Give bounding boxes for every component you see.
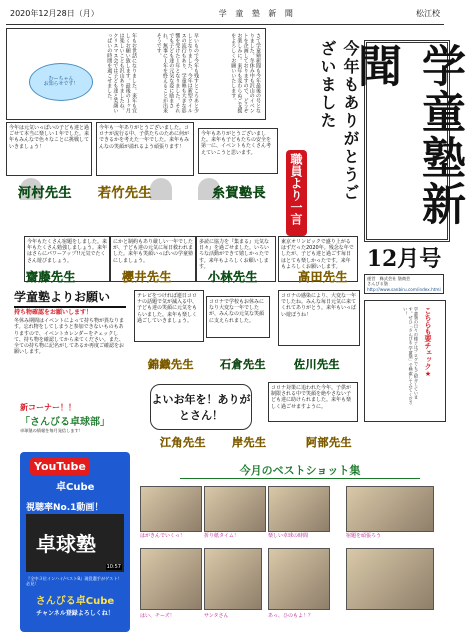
- staff-name-itoga: 糸賀塾長: [212, 186, 267, 201]
- staff-name-sakurai: 櫻井先生: [122, 270, 173, 284]
- staff-name-kawamura: 河村先生: [18, 186, 73, 201]
- staff-message-takata: 東京オリンピックで盛り上がるはずだった2020年。残念な年でしたが、子ども達と過ごす毎日はとても楽しかったです。来年もよろしくお願いします。: [278, 236, 358, 282]
- staff-message-kobayashi: 多読に協力を『集まる』元気な日々』を過ごせました。いろいろな活動ができて嬉しかったです。来年もよろしくお願いします。: [196, 236, 276, 282]
- video-title: 卓球塾: [36, 532, 96, 556]
- top-headline: 今年もありがとうございました: [318, 40, 360, 202]
- staff-name-sagawa: 佐川先生: [294, 358, 340, 371]
- corner-description: 卓球塾の情報を毎月発信します！: [20, 428, 83, 433]
- staff-headline: 職員より一言: [286, 150, 307, 236]
- corner-section: [20, 402, 130, 433]
- channel-sub: チャンネル登録よろしくね！: [36, 610, 114, 617]
- masthead-title: 学童塾新聞: [350, 43, 465, 227]
- avatar-wakatake: [150, 178, 172, 200]
- staff-name-kishi: 岸先生: [232, 436, 267, 449]
- best-shot-photo-3: [268, 486, 330, 532]
- staff-name-nishikori: 錦織先生: [148, 358, 194, 371]
- staff-message-saito: 今年もたくさん宿題をしました。来年もたくさん勉強しましょう。来年はさらにパワーアップ!!元気でたくさん遊びましょう。: [24, 236, 110, 282]
- best-shot-caption-3: 楽しい卓球の時間: [268, 533, 309, 539]
- best-shot-caption-1: はがきんでいくっ！: [140, 533, 185, 539]
- greeting-text: よいお年を！ありがとさん！: [151, 393, 251, 422]
- video-time: 10:57: [106, 564, 121, 570]
- staff-name-saito: 齋藤先生: [26, 270, 77, 284]
- best-shot-caption-2: 折り紙タイム！: [204, 533, 239, 539]
- staff-name-wakatake: 若竹先生: [98, 186, 153, 201]
- corner-label: 新コーナー！！: [20, 403, 76, 412]
- intro-col-a: 年もお世話になりました。来年も宜しくお願い致します。最後の１ヶ月は楽しいことも沢山ありましたね。クリスマス会では子ども達と笑顔いっぱいの時間を過ごせました。: [106, 33, 137, 113]
- check-title: こちらも要チェック★: [424, 307, 432, 378]
- staff-message-kawamura: 今年は元気いっぱいの子ども達と過ごせて本当に楽しい１年でした。来年もみんなで色々なことに挑戦していきましょう！: [6, 122, 92, 176]
- staff-message-sakurai: にかと制約もあり厳しい一年でしたが、子ども達の元気に毎日救われました。来年も笑顔いっぱいの学童塾にしましょう。: [110, 236, 196, 282]
- youtube-panel: [20, 452, 130, 632]
- request-subtitle: 持ち物確認をお願いします！: [14, 309, 93, 316]
- intro-col-b: 早いもので今年も残すところあと少しとなりました。今年は新型ウイルスの流行もあり、学童塾も大きな影響を受けた１年となりました。それでも子ども達の元気な姿に励まされ、無事に１年を終えることが出来そうです。: [155, 33, 199, 113]
- youtube-logo[interactable]: YouTube: [30, 458, 90, 475]
- greeting-box: [150, 384, 252, 430]
- best-shot-photo-7: [268, 548, 330, 610]
- issue-date: 2020年12月28日（月）: [10, 8, 99, 18]
- staff-message-abe: コロナ対策に追われた今年。子供が制限される中で笑顔を絶やさない子ども達に助けられました。来年も楽しく過ごせますように。: [268, 382, 358, 422]
- staff-name-takata: 高田先生: [298, 270, 349, 284]
- video-thumbnail[interactable]: [26, 514, 124, 572]
- best-shot-caption-4: 宿題を頑張ろう: [346, 533, 382, 539]
- best-shot-photo-1: [140, 486, 202, 532]
- best-shot-photo-6: [204, 548, 262, 610]
- corner-title: 「さんびる卓球部」: [20, 417, 110, 428]
- best-shot-caption-6: サンタさん: [204, 613, 229, 619]
- address-line1: 運営 株式会社 塾商会: [367, 276, 411, 281]
- intro-col-c: さて学童塾新聞も今年最後の号となりました。冬休み中も沢山のイベントを企画しておりますので、どうぞお楽しみに。来年も変わらぬご支援をよろしくお願いいたします。: [230, 33, 261, 113]
- best-shot-caption-5: はい、チーズ！: [140, 613, 175, 619]
- address-url[interactable]: http://www.sanbiru.com/index.html: [367, 286, 441, 292]
- staff-message-ishikura: コロナで学校もお休みになり大変な一年でしたが、みんなの元気な笑顔に支えられました。: [206, 296, 270, 338]
- staff-message-nishikori: テレビをつければ連日コロナの話題で気が滅入る中、子ども達の笑顔に元気をもらいました。来年も楽しく過ごしていきましょう。: [134, 290, 204, 342]
- check-body: 学童塾の日々の様子はブログでもご紹介しています。ぜひ「さんびる 学童塾」で検索してみてください！: [403, 307, 419, 405]
- check-section: [364, 300, 446, 422]
- staff-message-itoga: 今年もありがとうございました。来年も子どもたちの安全を第一に、イベントもたくさん考えていこうと思います。: [198, 128, 278, 174]
- staff-name-ishikura: 石倉先生: [220, 358, 266, 371]
- staff-message-wakatake: 今年も一年ありがとうございました。コロナが流行る中、子供たちのために何ができるかを考えた一年でした。来年もみんなの笑顔が溢れるよう頑張ります！: [96, 122, 194, 176]
- address-line2: さんびる塾: [367, 281, 388, 287]
- best-shot-caption-7: あっ、ひのもよ！？: [268, 613, 313, 619]
- address-box: [364, 274, 444, 294]
- staff-name-abe: 阿部先生: [306, 436, 352, 449]
- staff-message-sagawa: コロナの感染により、大変な一年でしたね。みんな毎日元気に来てくれてありがとう。来年もいっぱい遊ぼうね！: [278, 290, 360, 346]
- intro-box: [6, 28, 266, 120]
- header-bar: [6, 2, 444, 25]
- best-shot-photo-2: [204, 486, 266, 532]
- best-shot-photo-8: [346, 548, 434, 610]
- best-shot-photo-5: [140, 548, 202, 610]
- staff-name-esumi: 江角先生: [160, 436, 206, 449]
- staff-name-kobayashi: 小林先生: [208, 270, 259, 284]
- paper-title: 学 童 塾 新 聞: [218, 8, 296, 18]
- request-section: [14, 288, 126, 396]
- masthead: [350, 40, 465, 242]
- mascot-bubble: むーちゃん お知らせです！: [29, 63, 93, 101]
- channel-cta[interactable]: さんびる卓Cube: [35, 596, 115, 607]
- channel-short: 卓Cube: [56, 482, 95, 493]
- best-shot-photo-4: [346, 486, 434, 532]
- request-title: 学童塾よりお願い: [14, 288, 126, 308]
- month-label: 12月号: [366, 246, 442, 272]
- views-banner: 視聴率No.1動画！: [26, 503, 104, 513]
- best-shots-title: 今月のベストショット集: [180, 462, 420, 479]
- branch-name: 松江校: [415, 8, 440, 18]
- request-body: 冬休み期間はイベントによって持ち物が異なります。忘れ物をしてしまうと参加できないものもありますので、イベントカレンダーをチェックして、持ち物を確認してから来てください。また、全ての持ち物に記名がしてあるか再度ご確認をお願いします。: [14, 318, 125, 356]
- video-note: 『全中３位インハイ/ベスト8』現役選手がゲスト！必見！: [26, 576, 122, 587]
